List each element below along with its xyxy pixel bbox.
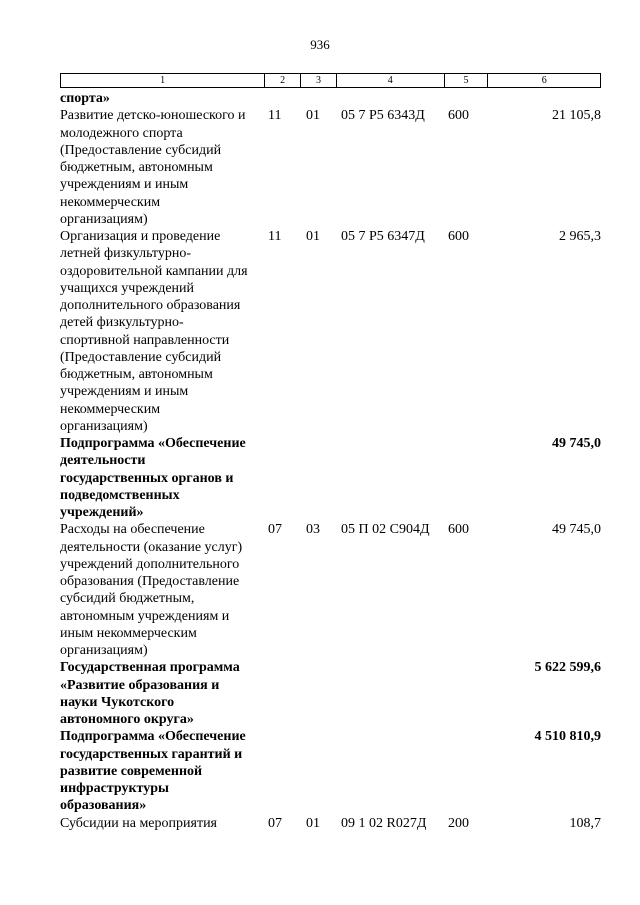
table-row — [60, 107, 601, 228]
row-amount: 5 622 599,6 — [534, 660, 601, 676]
row-amount: 49 745,0 — [552, 436, 601, 451]
table-row — [60, 659, 601, 728]
row-amount: 49 745,0 — [552, 522, 601, 538]
row-target-article: 05 П 02 С904Д — [341, 522, 430, 538]
row-name: Подпрограмма «Обеспечение государственных гарантий и развитие современной инфраструктуры образования» — [60, 729, 246, 814]
row-section: 07 — [268, 815, 282, 831]
row-name: Организация и проведение летней физкультурно- оздоровительной кампании для учащихся учреждений дополнительного образования детей физкультурно- спортивной направленности (Предоставление субсидий бюджетным, автономным учреждениям и иным некоммерческим организациям) — [60, 229, 248, 434]
row-target-article: 05 7 Р5 6347Д — [341, 229, 425, 244]
row-name: Расходы на обеспечение деятельности (оказание услуг) учреждений дополнительного образования (Предоставление субсидий бюджетным, автономным учреждениям и иным некоммерческим организациям) — [60, 522, 243, 658]
row-expense-type: 600 — [448, 229, 469, 244]
row-section: 11 — [268, 108, 282, 124]
header-col-1: 1 — [61, 74, 265, 87]
row-name: Государственная программа «Развитие образования и науки Чукотского автономного округа» — [60, 660, 240, 727]
row-target-article: 09 1 02 R027Д — [341, 815, 427, 831]
row-name: спорта» — [60, 91, 110, 106]
page-number: 936 — [310, 37, 330, 52]
row-subsection: 01 — [306, 815, 320, 831]
header-col-6: 6 — [541, 75, 547, 86]
header-col-3: 3 — [301, 74, 337, 87]
header-col-2: 2 — [265, 74, 301, 87]
table-row — [60, 435, 601, 521]
row-name: Субсидии на мероприятия — [60, 815, 217, 831]
row-section: 07 — [268, 522, 282, 538]
table-row — [60, 90, 601, 107]
row-subsection: 01 — [306, 108, 320, 124]
table-row — [60, 815, 601, 832]
row-expense-type: 600 — [448, 522, 469, 538]
table-header-row — [60, 73, 601, 88]
row-amount: 21 105,8 — [552, 108, 601, 124]
table-body — [60, 90, 601, 832]
row-expense-type: 600 — [448, 108, 469, 124]
row-section: 11 — [268, 229, 282, 244]
row-subsection: 03 — [306, 522, 320, 538]
row-name: Развитие детско-юношеского и молодежного спорта (Предоставление субсидий бюджетным, автономным учреждениям и иным некоммерческим организациям) — [60, 108, 246, 227]
table-row — [60, 728, 601, 814]
row-name: Подпрограмма «Обеспечение деятельности государственных органов и подведомственных учреждений» — [60, 436, 246, 520]
row-expense-type: 200 — [448, 815, 469, 831]
row-target-article: 05 7 Р5 6343Д — [341, 108, 425, 124]
row-subsection: 01 — [306, 229, 320, 244]
row-amount: 2 965,3 — [559, 229, 601, 244]
row-amount: 4 510 810,9 — [534, 729, 601, 745]
row-amount: 108,7 — [569, 815, 601, 831]
table-row — [60, 228, 601, 435]
table-row — [60, 521, 601, 659]
header-col-5: 5 — [445, 74, 489, 87]
header-col-4: 4 — [337, 74, 445, 87]
